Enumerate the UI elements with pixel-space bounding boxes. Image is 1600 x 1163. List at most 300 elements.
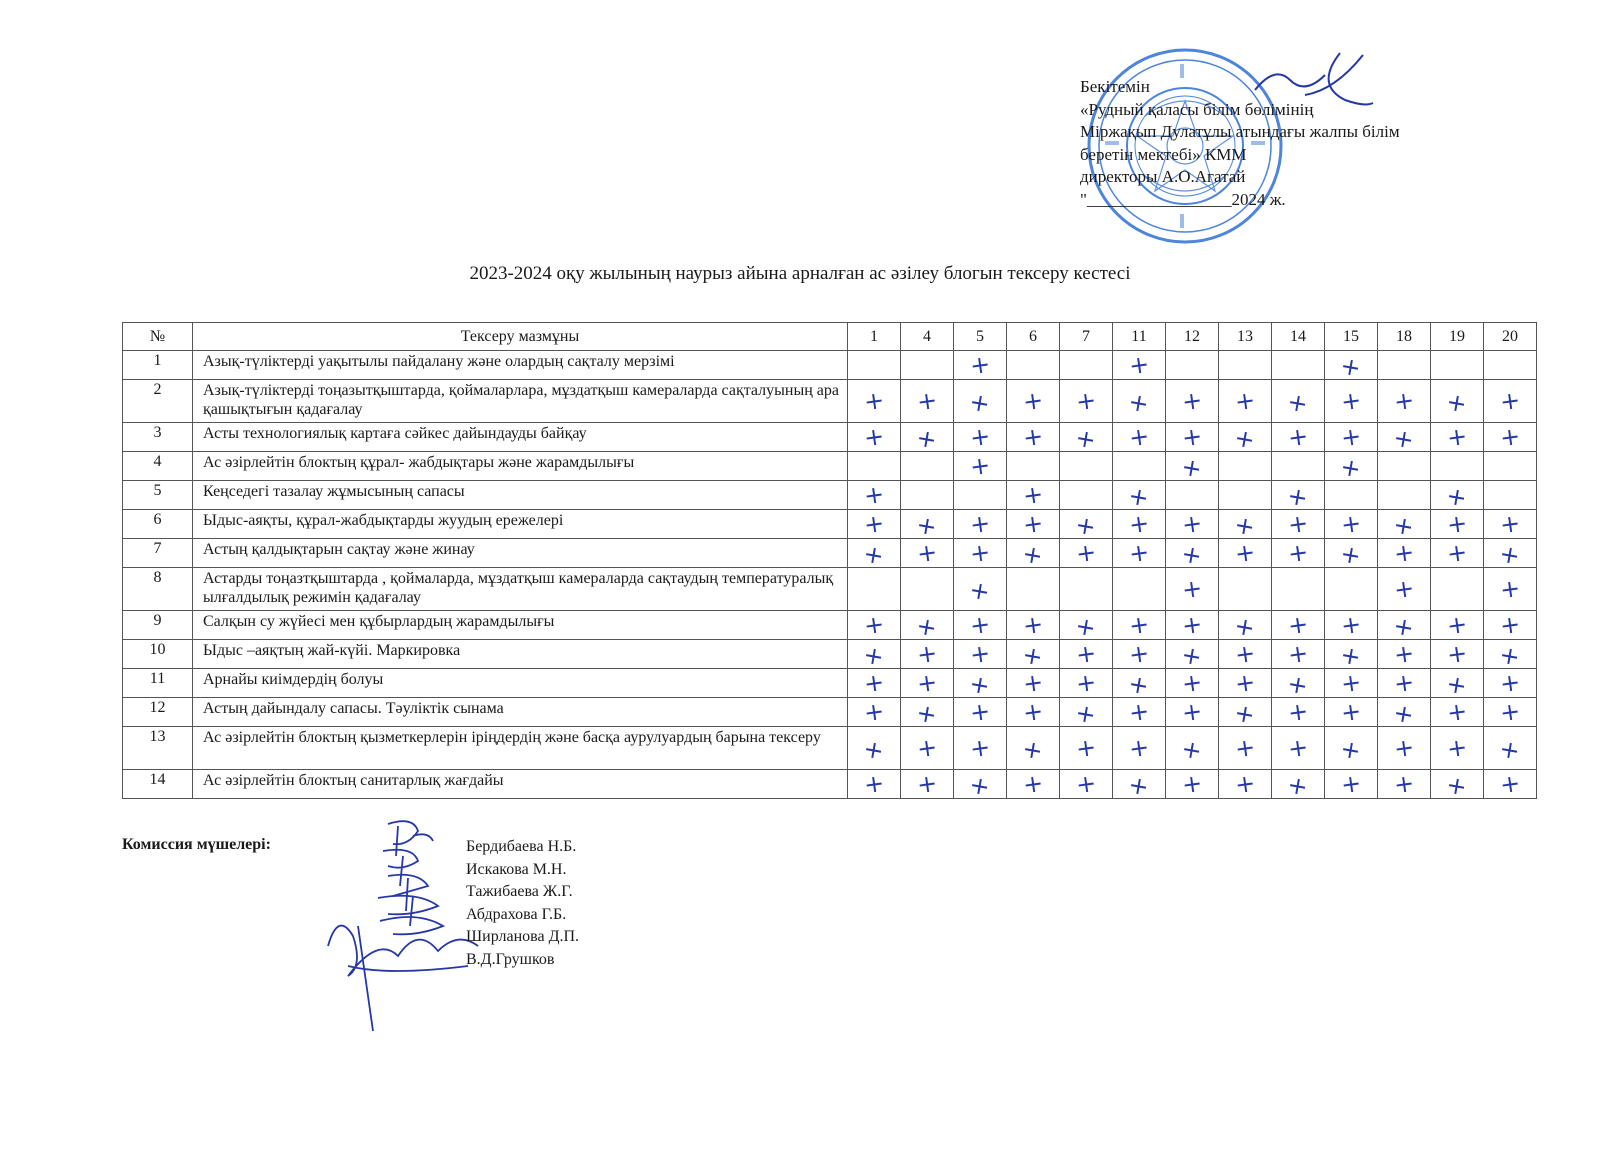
handwritten-check-mark: + [915,732,939,763]
day-header: 19 [1431,323,1484,351]
check-cell [901,481,954,510]
handwritten-check-mark: + [1074,768,1098,799]
check-cell [1431,480,1484,513]
check-cell [848,538,901,571]
check-cell [901,669,954,698]
approval-date-line: "_________________2024 ж. [1080,189,1286,209]
handwritten-check-mark: + [914,509,939,542]
check-cell [1007,351,1060,380]
handwritten-check-mark: + [862,385,886,416]
check-cell [848,481,901,510]
handwritten-check-mark: + [1127,537,1151,568]
handwritten-check-mark: + [968,609,992,640]
handwritten-check-mark: + [1392,537,1416,568]
check-cell [1060,481,1113,510]
handwritten-check-mark: + [1180,667,1204,698]
handwritten-check-mark: + [1444,480,1469,513]
handwritten-check-mark: + [1445,696,1469,727]
inspection-item: Ас әзірлейтін блоктың санитарлық жағдайы [193,770,848,799]
check-cell [1272,611,1325,640]
day-header: 6 [1007,323,1060,351]
check-cell [1113,769,1166,802]
handwritten-check-mark: + [1338,350,1363,383]
check-cell [1431,727,1484,770]
handwritten-check-mark: + [1286,609,1310,640]
check-cell [1378,481,1431,510]
day-header: 7 [1060,323,1113,351]
handwritten-check-mark: + [967,769,992,802]
check-cell [1219,481,1272,510]
handwritten-check-mark: + [1021,696,1045,727]
inspection-item: Ыдыс –аяқтың жай-күйі. Маркировка [193,640,848,669]
handwritten-check-mark: + [915,537,939,568]
check-cell [1219,452,1272,481]
check-cell [1007,669,1060,698]
handwritten-check-mark: + [914,610,939,643]
check-cell [1325,510,1378,539]
handwritten-check-mark: + [968,349,992,380]
handwritten-check-mark: + [1021,667,1045,698]
handwritten-check-mark: + [968,508,992,539]
check-cell [1325,350,1378,383]
check-cell [1060,697,1113,730]
handwritten-check-mark: + [1497,733,1522,766]
handwritten-check-mark: + [1498,421,1522,452]
check-cell [1219,351,1272,380]
handwritten-check-mark: + [1021,508,1045,539]
day-header: 4 [901,323,954,351]
check-cell [954,727,1007,770]
check-cell [1484,669,1537,698]
handwritten-check-mark: + [1233,385,1257,416]
handwritten-check-mark: + [862,479,886,510]
handwritten-check-mark: + [1126,480,1151,513]
handwritten-check-mark: + [915,667,939,698]
check-cell [954,640,1007,669]
document-title: 2023-2024 оқу жылының наурыз айына арналған ас әзілеу блогын тексеру кестесі [469,263,1131,284]
handwritten-check-mark: + [1127,609,1151,640]
check-cell [1007,568,1060,611]
handwritten-check-mark: + [1021,479,1045,510]
check-cell [954,698,1007,727]
inspection-item: Ыдыс-аяқты, құрал-жабдықтарды жуудың ережелері [193,510,848,539]
handwritten-check-mark: + [1339,609,1363,640]
handwritten-check-mark: + [1127,349,1151,380]
check-cell [1272,480,1325,513]
handwritten-check-mark: + [1498,573,1522,604]
check-cell [1325,481,1378,510]
handwritten-check-mark: + [1286,696,1310,727]
handwritten-check-mark: + [1285,480,1310,513]
commission-members [466,836,579,972]
table-row [123,351,1537,380]
check-cell [1272,568,1325,611]
check-cell [901,770,954,799]
handwritten-check-mark: + [1338,538,1363,571]
handwritten-check-mark: + [1232,610,1257,643]
handwritten-check-mark: + [1444,386,1469,419]
handwritten-check-mark: + [968,732,992,763]
handwritten-check-mark: + [1233,732,1257,763]
check-cell [954,510,1007,539]
handwritten-check-mark: + [1127,508,1151,539]
handwritten-check-mark: + [1498,609,1522,640]
handwritten-check-mark: + [1392,768,1416,799]
member-name: Бердибаева Н.Б. [466,838,577,855]
check-cell [1484,698,1537,727]
check-cell [1219,640,1272,669]
check-cell [1378,380,1431,423]
check-cell [1272,668,1325,701]
handwritten-check-mark: + [1180,609,1204,640]
inspection-item: Азық-түліктерді тоңазытқыштарда, қоймаларлара, мұздатқыш камераларда сақталуының ара қашықтығын қадағалау [193,380,848,423]
handwritten-check-mark: + [1073,610,1098,643]
handwritten-check-mark: + [1126,386,1151,419]
handwritten-check-mark: + [1391,610,1416,643]
approval-line: Бекітемін [1080,77,1150,96]
check-cell [1166,538,1219,571]
approval-line: Міржақып Дулатұлы атындағы жалпы білім [1080,122,1400,141]
check-cell [1484,481,1537,510]
handwritten-check-mark: + [1498,696,1522,727]
handwritten-check-mark: + [1180,508,1204,539]
inspection-item: Ас әзірлейтін блоктың құрал- жабдықтары және жарамдылығы [193,452,848,481]
content-header: Тексеру мазмұны [193,323,848,351]
check-cell [1113,452,1166,481]
handwritten-check-mark: + [1127,732,1151,763]
handwritten-check-mark: + [1179,451,1204,484]
member-name: Тажибаева Ж.Г. [466,883,573,901]
check-cell [1007,452,1060,481]
check-cell [901,640,954,669]
table-row [123,539,1537,568]
check-cell [1431,668,1484,701]
check-cell [1060,380,1113,423]
day-header: 18 [1378,323,1431,351]
handwritten-check-mark: + [1074,638,1098,669]
check-cell [848,380,901,423]
check-cell [1484,538,1537,571]
check-cell [1060,452,1113,481]
check-cell [1166,639,1219,672]
handwritten-check-mark: + [861,538,886,571]
table-row [123,380,1537,423]
check-cell [954,423,1007,452]
handwritten-check-mark: + [1286,421,1310,452]
check-cell [1113,568,1166,611]
handwritten-check-mark: + [1339,696,1363,727]
check-cell [1272,452,1325,481]
handwritten-check-mark: + [1233,768,1257,799]
handwritten-check-mark: + [1339,667,1363,698]
handwritten-check-mark: + [1073,509,1098,542]
table-row [123,727,1537,770]
check-cell [1219,509,1272,542]
row-number: 6 [123,510,193,539]
handwritten-check-mark: + [1444,668,1469,701]
day-header: 14 [1272,323,1325,351]
check-cell [848,568,901,611]
check-cell [848,698,901,727]
check-cell [1219,770,1272,799]
inspection-item: Астың қалдықтарын сақтау және жинау [193,539,848,568]
check-cell [954,380,1007,423]
check-cell [1378,727,1431,770]
handwritten-check-mark: + [967,668,992,701]
check-cell [1113,668,1166,701]
check-cell [1272,539,1325,568]
handwritten-check-mark: + [1286,732,1310,763]
check-cell [848,770,901,799]
day-header: 11 [1113,323,1166,351]
check-cell [1060,568,1113,611]
handwritten-check-mark: + [1180,768,1204,799]
check-cell [1007,423,1060,452]
check-cell [1431,568,1484,611]
check-cell [1166,611,1219,640]
check-cell [1166,380,1219,423]
check-cell [1166,568,1219,611]
check-cell [1166,669,1219,698]
check-cell [1060,422,1113,455]
check-cell [848,351,901,380]
check-cell [1166,698,1219,727]
row-number: 7 [123,539,193,568]
handwritten-check-mark: + [1021,768,1045,799]
inspection-item: Кеңседегі тазалау жұмысының сапасы [193,481,848,510]
handwritten-check-mark: + [1392,385,1416,416]
check-cell [1219,422,1272,455]
check-cell [1219,380,1272,423]
handwritten-check-mark: + [862,609,886,640]
table-header-row [123,323,1537,351]
row-number: 4 [123,452,193,481]
member-name: В.Д.Грушков [466,950,555,968]
check-cell [1431,539,1484,568]
check-cell [1166,451,1219,484]
check-cell [1113,480,1166,513]
inspection-item: Салқын су жүйесі мен құбырлардың жарамдылығы [193,611,848,640]
handwritten-check-mark: + [1339,768,1363,799]
check-cell [954,769,1007,802]
check-cell [901,452,954,481]
check-cell [1060,509,1113,542]
check-cell [1219,568,1272,611]
handwritten-check-mark: + [862,508,886,539]
handwritten-check-mark: + [1338,451,1363,484]
check-cell [1272,423,1325,452]
handwritten-check-mark: + [1179,733,1204,766]
row-number: 3 [123,423,193,452]
handwritten-check-mark: + [1233,537,1257,568]
check-cell [1325,538,1378,571]
handwritten-check-mark: + [1392,667,1416,698]
check-cell [1325,451,1378,484]
check-cell [1484,568,1537,611]
handwritten-check-mark: + [861,639,886,672]
check-cell [1060,640,1113,669]
check-cell [1431,452,1484,481]
check-cell [848,423,901,452]
check-cell [1219,669,1272,698]
handwritten-check-mark: + [968,638,992,669]
check-cell [1272,640,1325,669]
handwritten-check-mark: + [967,574,992,607]
approval-line: «Рудный қаласы білім бөлімінің [1080,99,1314,119]
check-cell [901,422,954,455]
check-cell [848,611,901,640]
table-row [123,611,1537,640]
member-name: Абдрахова Г.Б. [466,905,567,923]
handwritten-check-mark: + [1179,639,1204,672]
row-number: 9 [123,611,193,640]
check-cell [1007,611,1060,640]
handwritten-check-mark: + [861,733,886,766]
day-header: 12 [1166,323,1219,351]
check-cell [954,568,1007,611]
check-cell [901,351,954,380]
check-cell [1007,698,1060,727]
check-cell [1060,610,1113,643]
handwritten-check-mark: + [1391,422,1416,455]
handwritten-check-mark: + [1392,573,1416,604]
check-cell [954,539,1007,568]
table-row [123,669,1537,698]
handwritten-check-mark: + [1233,667,1257,698]
row-number: 8 [123,568,193,611]
handwritten-check-mark: + [1445,732,1469,763]
handwritten-check-mark: + [1232,697,1257,730]
handwritten-check-mark: + [1338,733,1363,766]
check-cell [1272,380,1325,423]
handwritten-check-mark: + [862,768,886,799]
handwritten-check-mark: + [1445,421,1469,452]
check-cell [1325,770,1378,799]
table-row [123,698,1537,727]
check-cell [1113,423,1166,452]
approval-line: директоры А.О.Агатай [1080,167,1246,186]
handwritten-check-mark: + [915,385,939,416]
handwritten-check-mark: + [915,768,939,799]
handwritten-check-mark: + [1180,421,1204,452]
check-cell [1325,727,1378,770]
check-cell [1431,423,1484,452]
handwritten-check-mark: + [914,697,939,730]
table-row [123,481,1537,510]
check-cell [1272,769,1325,802]
check-cell [1272,698,1325,727]
handwritten-check-mark: + [1498,508,1522,539]
handwritten-check-mark: + [1073,697,1098,730]
check-cell [1484,510,1537,539]
handwritten-check-mark: + [1020,639,1045,672]
handwritten-check-mark: + [1232,422,1257,455]
check-cell [1431,510,1484,539]
table-row [123,510,1537,539]
handwritten-check-mark: + [1285,386,1310,419]
check-cell [1431,380,1484,423]
handwritten-check-mark: + [1179,538,1204,571]
row-number: 2 [123,380,193,423]
check-cell [1007,510,1060,539]
handwritten-check-mark: + [1232,509,1257,542]
check-cell [1325,568,1378,611]
check-cell [1431,351,1484,380]
handwritten-check-mark: + [1180,573,1204,604]
handwritten-check-mark: + [1233,638,1257,669]
check-cell [1325,639,1378,672]
num-header: № [123,323,193,351]
handwritten-check-mark: + [968,450,992,481]
handwritten-check-mark: + [862,667,886,698]
check-cell [848,639,901,672]
check-cell [1484,639,1537,672]
check-cell [901,380,954,423]
check-cell [1007,481,1060,510]
handwritten-check-mark: + [1285,668,1310,701]
check-cell [1166,481,1219,510]
check-cell [1484,770,1537,799]
handwritten-check-mark: + [1074,732,1098,763]
handwritten-check-mark: + [1339,508,1363,539]
check-cell [1166,770,1219,799]
check-cell [1060,770,1113,799]
member-name: Ширланова Д.П. [466,928,580,946]
day-header: 13 [1219,323,1272,351]
handwritten-check-mark: + [1392,732,1416,763]
handwritten-check-mark: + [1021,385,1045,416]
check-cell [1113,727,1166,770]
check-cell [1166,423,1219,452]
inspection-item: Азық-түліктерді уақытылы пайдалану және олардың сақталу мерзімі [193,351,848,380]
check-cell [1219,539,1272,568]
handwritten-check-mark: + [1021,421,1045,452]
handwritten-check-mark: + [1020,538,1045,571]
day-header: 15 [1325,323,1378,351]
handwritten-check-mark: + [968,696,992,727]
table-row [123,423,1537,452]
row-number: 1 [123,351,193,380]
inspection-table [122,322,1537,802]
check-cell [1378,697,1431,730]
check-cell [954,351,1007,380]
handwritten-check-mark: + [1392,638,1416,669]
handwritten-check-mark: + [1126,769,1151,802]
check-cell [1113,380,1166,423]
handwritten-check-mark: + [1445,537,1469,568]
check-cell [901,509,954,542]
check-cell [1113,510,1166,539]
check-cell [848,510,901,539]
check-cell [1219,697,1272,730]
check-cell [1484,452,1537,481]
check-cell [1484,351,1537,380]
inspection-item: Астың дайындалу сапасы. Тәуліктік сынама [193,698,848,727]
table-row [123,568,1537,611]
check-cell [901,610,954,643]
handwritten-check-mark: + [1180,385,1204,416]
check-cell [1378,422,1431,455]
check-cell [1325,669,1378,698]
handwritten-check-mark: + [915,638,939,669]
check-cell [1431,611,1484,640]
check-cell [954,452,1007,481]
check-cell [1378,610,1431,643]
check-cell [1007,538,1060,571]
check-cell [1007,639,1060,672]
row-number: 13 [123,727,193,770]
check-cell [954,481,1007,510]
